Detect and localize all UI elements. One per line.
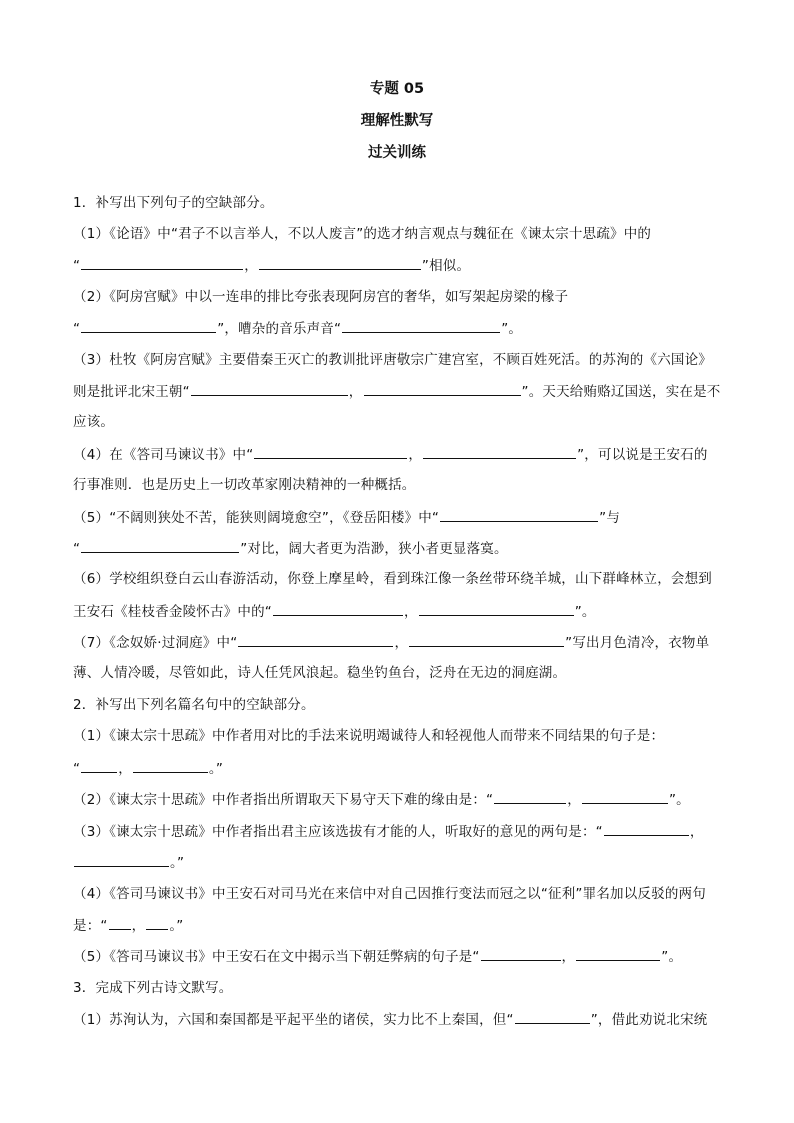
question-1-1-prompt: （1）《论语》中“君子不以言举人，不以人废言”的选才纳言观点与魏征在《谏太宗十思疏》中的	[73, 226, 652, 242]
question-2-4-prompt: （4）《答司马谏议书》中王安石对司马光在来信中对自己因推行变法而冠之以“征利”罪名加以反驳的两句	[73, 886, 706, 902]
question-2-3-prompt: （3）《谏太宗十思疏》中作者指出君主应该选拔有才能的人，听取好的意见的两句是：“ ，	[73, 821, 704, 842]
answer-blank[interactable]	[238, 632, 393, 647]
answer-blank[interactable]	[273, 601, 403, 616]
answer-blank[interactable]	[146, 915, 168, 930]
answer-blank[interactable]	[576, 946, 660, 961]
question-1-3-continued: 应该。	[73, 414, 115, 430]
question-1-5-answer: “ ”对比，阔大者更为浩渺，狭小者更显落寞。	[73, 538, 508, 559]
question-2-2-answer: （2）《谏太宗十思疏》中作者指出所谓取天下易守天下难的缘由是：“ ， ”。	[73, 789, 690, 810]
question-1-6-answer: 王安石《桂枝香金陵怀古》中的“ ， ”。	[73, 601, 596, 622]
answer-blank[interactable]	[423, 444, 576, 459]
answer-blank[interactable]	[81, 318, 216, 333]
answer-blank[interactable]	[515, 1009, 590, 1024]
question-2-heading: 2．补写出下列名篇名句中的空缺部分。	[73, 697, 315, 713]
answer-blank[interactable]	[364, 381, 521, 396]
answer-blank[interactable]	[254, 444, 407, 459]
question-1-2-answer: “ ”，嘈杂的音乐声音“ ”。	[73, 318, 522, 339]
topic-number: 专题 05	[369, 81, 425, 97]
question-1-4-continued: 行事准则．也是历史上一切改革家刚决精神的一种概括。	[73, 477, 416, 493]
answer-blank[interactable]	[481, 946, 561, 961]
question-2-4-answer: 是：“ ， 。”	[73, 915, 183, 936]
answer-blank[interactable]	[259, 255, 421, 270]
answer-blank[interactable]	[191, 381, 348, 396]
answer-blank[interactable]	[109, 915, 131, 930]
question-1-7-answer: （7）《念奴娇·过洞庭》中“ ， ”写出月色清冷，衣物单	[73, 632, 709, 653]
answer-blank[interactable]	[74, 852, 169, 867]
question-1-7-continued: 薄、人情冷暖，尽管如此，诗人任凭风浪起。稳坐钓鱼台，泛舟在无边的洞庭湖。	[73, 665, 567, 681]
question-2-5-answer: （5）《答司马谏议书》中王安石在文中揭示当下朝廷弊病的句子是“ ， ”。	[73, 946, 682, 967]
question-1-5-prompt: （5）“不阔则狭处不苦，能狭则阔境愈空”，《登岳阳楼》中“ ”与	[73, 507, 620, 528]
question-3-heading: 3．完成下列古诗文默写。	[73, 980, 233, 996]
question-3-1-prompt: （1）苏洵认为，六国和秦国都是平起平坐的诸侯，实力比不上秦国，但“ ”，借此劝说北宋统	[73, 1009, 707, 1030]
page-title: 理解性默写	[360, 113, 434, 129]
answer-blank[interactable]	[582, 789, 668, 804]
answer-blank[interactable]	[419, 601, 574, 616]
answer-blank[interactable]	[494, 789, 566, 804]
answer-blank[interactable]	[409, 632, 564, 647]
answer-blank[interactable]	[342, 318, 500, 333]
page-subtitle: 过关训练	[368, 145, 426, 161]
question-2-1-prompt: （1）《谏太宗十思疏》中作者用对比的手法来说明竭诚待人和轻视他人而带来不同结果的句子是：	[73, 728, 665, 744]
answer-blank[interactable]	[81, 758, 117, 773]
answer-blank[interactable]	[81, 538, 239, 553]
question-2-1-answer: “ ， 。”	[73, 758, 223, 779]
question-1-6-prompt: （6）学校组织登白云山春游活动，你登上摩星岭，看到珠江像一条丝带环绕羊城，山下群峰林立，会想到	[73, 571, 712, 587]
question-1-heading: 1．补写出下列句子的空缺部分。	[73, 195, 274, 211]
question-1-3-answer: 则是批评北宋王朝“ ， ”。天天给贿赂辽国送，实在是不	[73, 381, 721, 402]
answer-blank[interactable]	[440, 507, 598, 522]
question-2-3-answer: 。”	[73, 852, 184, 873]
answer-blank[interactable]	[133, 758, 208, 773]
question-1-4-answer: （4）在《答司马谏议书》中“ ， ”，可以说是王安石的	[73, 444, 708, 465]
question-1-2-prompt: （2）《阿房宫赋》中以一连串的排比夸张表现阿房宫的奢华，如写架起房梁的椽子	[73, 289, 569, 305]
question-1-1-answer: “ ， ”相似。	[73, 255, 470, 276]
question-1-3-prompt: （3）杜牧《阿房宫赋》主要借秦王灭亡的教训批评唐敬宗广建宫室，不顾百姓死活。的苏洵的《六国论》	[73, 352, 712, 368]
answer-blank[interactable]	[604, 821, 689, 836]
answer-blank[interactable]	[81, 255, 243, 270]
